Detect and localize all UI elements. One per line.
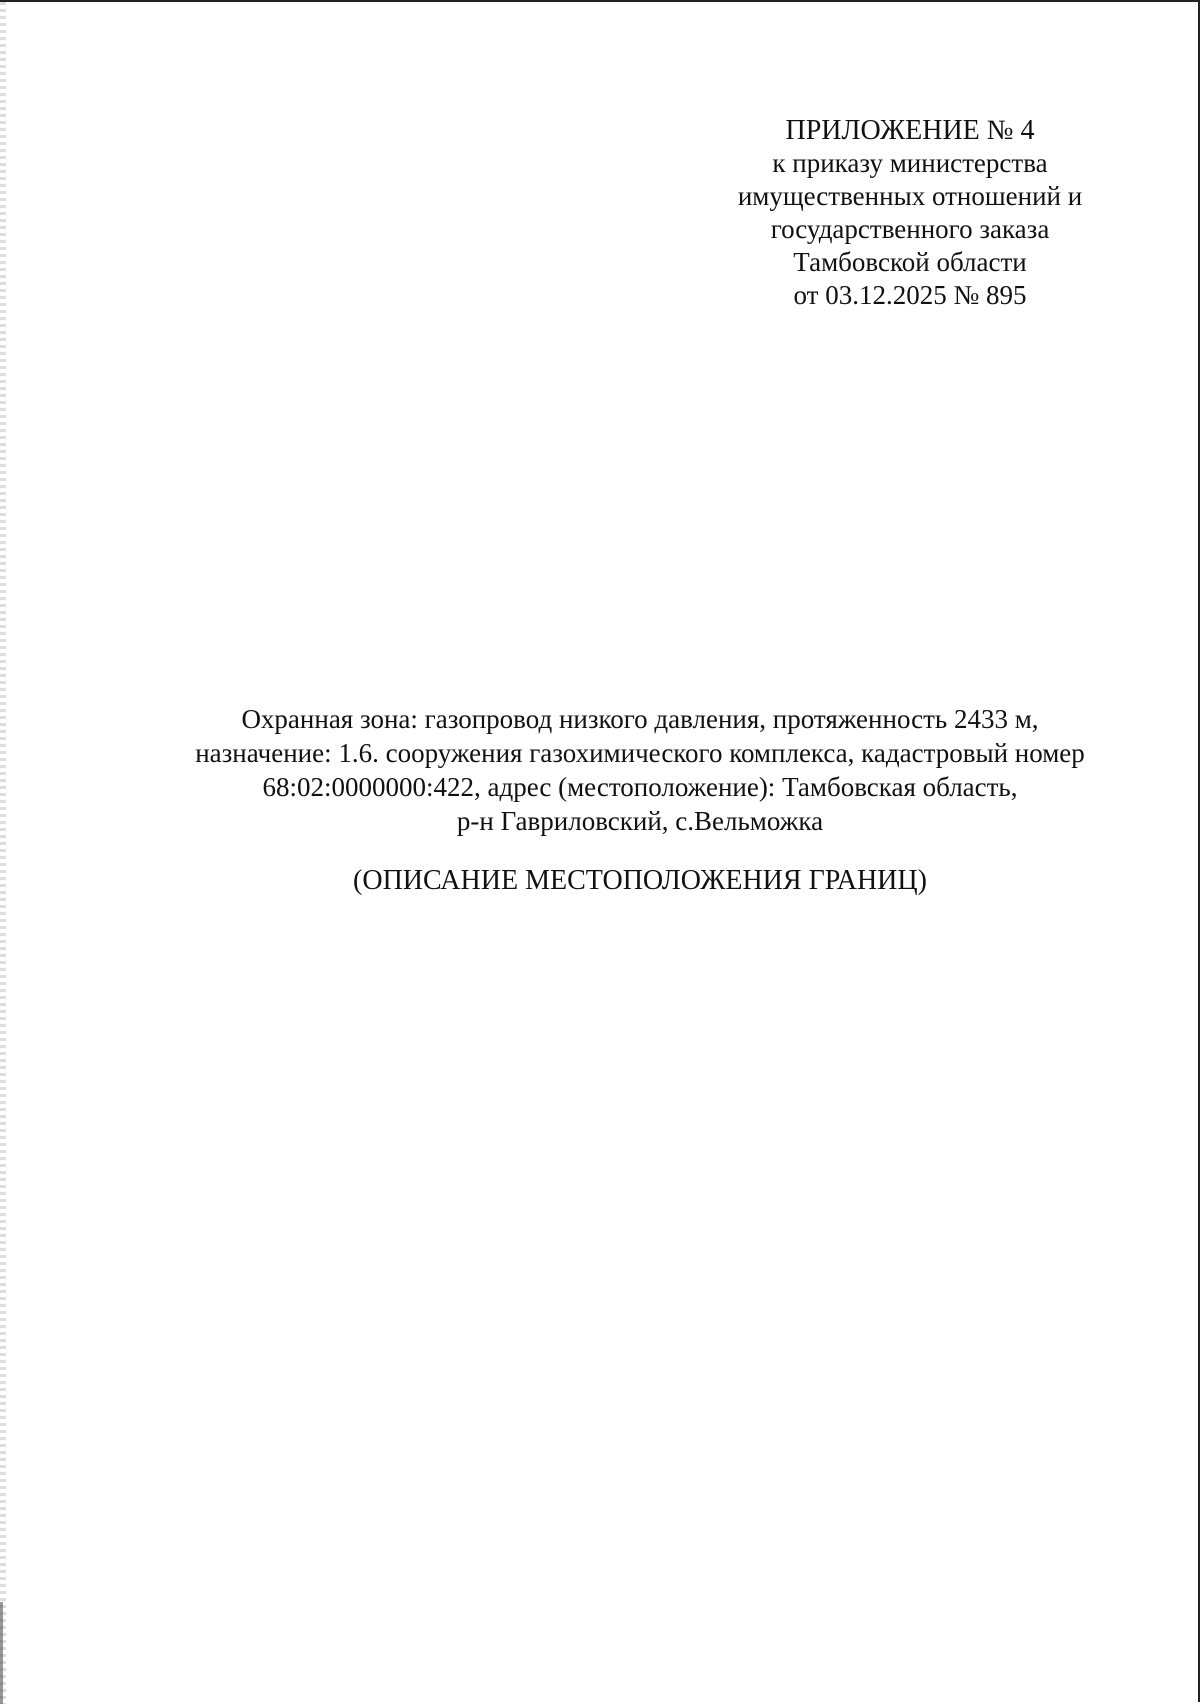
appendix-line-order-type: государственного заказа <box>770 214 1050 244</box>
appendix-line-order: к приказу министерства <box>772 148 1048 178</box>
section-heading: (ОПИСАНИЕ МЕСТОПОЛОЖЕНИЯ ГРАНИЦ) <box>353 865 927 896</box>
scan-edge-left <box>0 2 6 1704</box>
zone-line-1: Охранная зона: газопровод низкого давления, протяженность 2433 м, <box>241 704 1039 734</box>
scan-edge-mark <box>0 1602 3 1704</box>
appendix-line-region: Тамбовской области <box>793 247 1027 277</box>
appendix-line-ministry: имущественных отношений и <box>737 181 1083 211</box>
zone-line-4: р-н Гавриловский, с.Вельможка <box>456 806 824 836</box>
appendix-block <box>700 114 1120 312</box>
appendix-line-date-number: от 03.12.2025 № 895 <box>793 280 1027 310</box>
zone-line-3: 68:02:0000000:422, адрес (местоположение): Тамбовская область, <box>262 772 1018 802</box>
appendix-title: ПРИЛОЖЕНИЕ № 4 <box>785 115 1035 146</box>
zone-line-2: назначение: 1.6. сооружения газохимического комплекса, кадастровый номер <box>195 738 1085 768</box>
zone-description <box>100 702 1180 838</box>
